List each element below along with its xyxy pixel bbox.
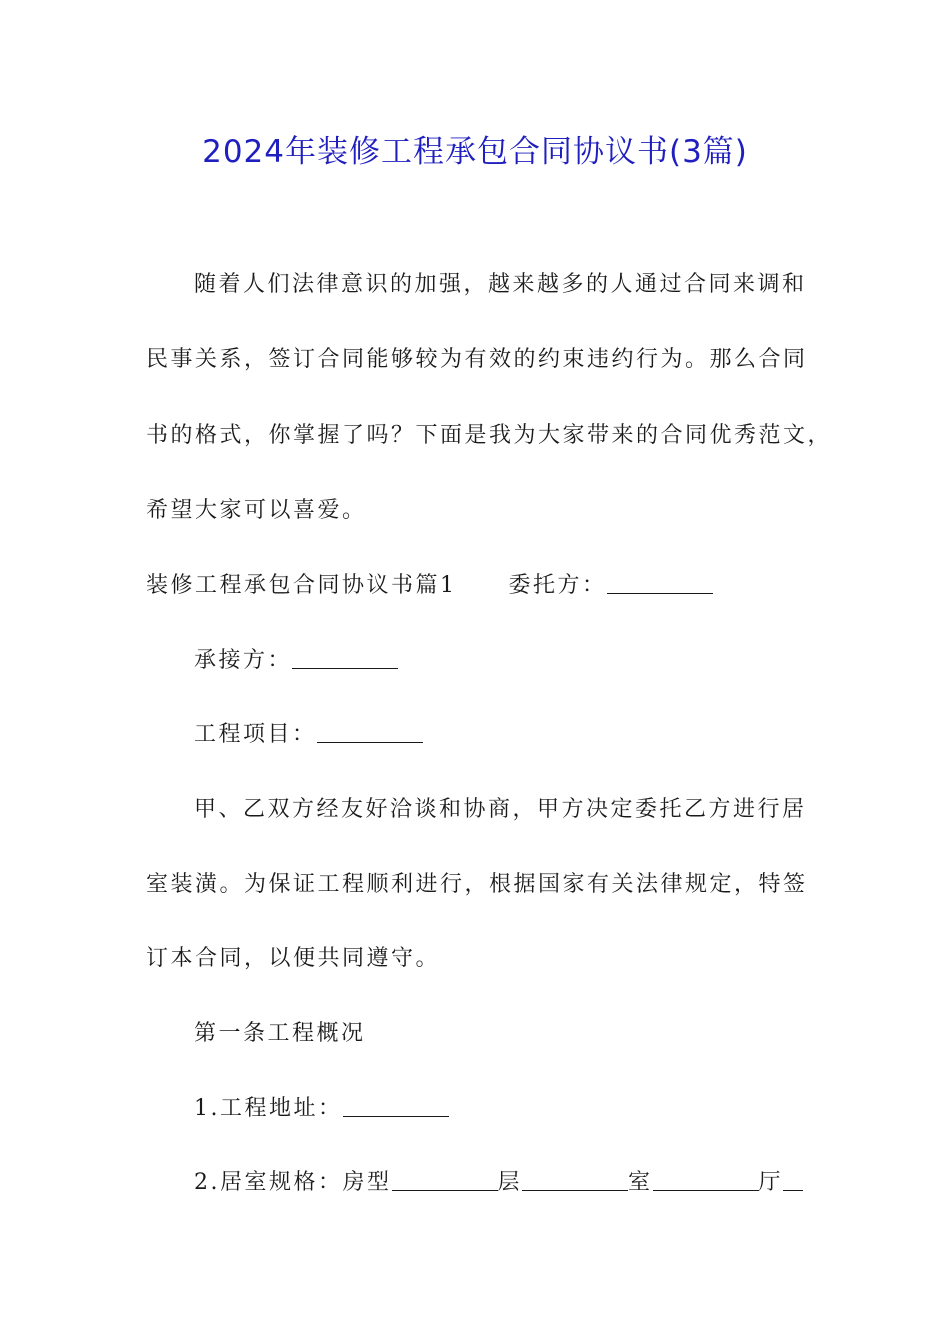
article-heading: 第一条工程概况 <box>194 1021 366 1046</box>
spec-label: 2.居室规格：房型 <box>194 1170 392 1195</box>
spec-row <box>194 1167 803 1199</box>
contractor-label: 承接方： <box>194 648 293 673</box>
intro-line-1: 随着人们法律意识的加强，越来越多的人通过合同来调和 <box>194 272 807 297</box>
client-blank-field[interactable] <box>607 571 713 594</box>
body-line-1: 甲、乙双方经友好洽谈和协商，甲方决定委托乙方进行居 <box>194 797 807 822</box>
contractor-row <box>194 645 398 677</box>
intro-line-3: 书的格式，你掌握了吗？下面是我为大家带来的合同优秀范文， <box>146 423 833 448</box>
client-label: 委托方： <box>508 573 607 598</box>
room-blank-field[interactable] <box>653 1168 759 1191</box>
project-label: 工程项目： <box>194 722 317 747</box>
project-row <box>194 719 423 751</box>
intro-line-4: 希望大家可以喜爱。 <box>146 498 367 523</box>
floor-unit: 层 <box>497 1170 523 1195</box>
contractor-blank-field[interactable] <box>292 646 398 669</box>
address-blank-field[interactable] <box>343 1094 449 1117</box>
floor-blank-field[interactable] <box>522 1168 628 1191</box>
body-line-2: 室装潢。为保证工程顺利进行，根据国家有关法律规定，特签 <box>146 872 808 897</box>
room-unit: 室 <box>628 1170 653 1195</box>
body-line-3: 订本合同，以便共同遵守。 <box>146 946 441 971</box>
document-title: 2024年装修工程承包合同协议书(3篇) <box>202 134 748 170</box>
layout-blank-field[interactable] <box>392 1168 498 1191</box>
hall-blank-field[interactable] <box>783 1168 803 1191</box>
address-label: 1.工程地址： <box>194 1096 343 1121</box>
section-heading: 装修工程承包合同协议书篇1 <box>146 573 457 598</box>
hall-unit: 厅 <box>758 1170 784 1195</box>
intro-line-2: 民事关系，签订合同能够较为有效的约束违约行为。那么合同 <box>146 347 808 372</box>
address-row <box>194 1093 449 1125</box>
section-heading-row <box>146 570 713 602</box>
project-blank-field[interactable] <box>317 720 423 743</box>
